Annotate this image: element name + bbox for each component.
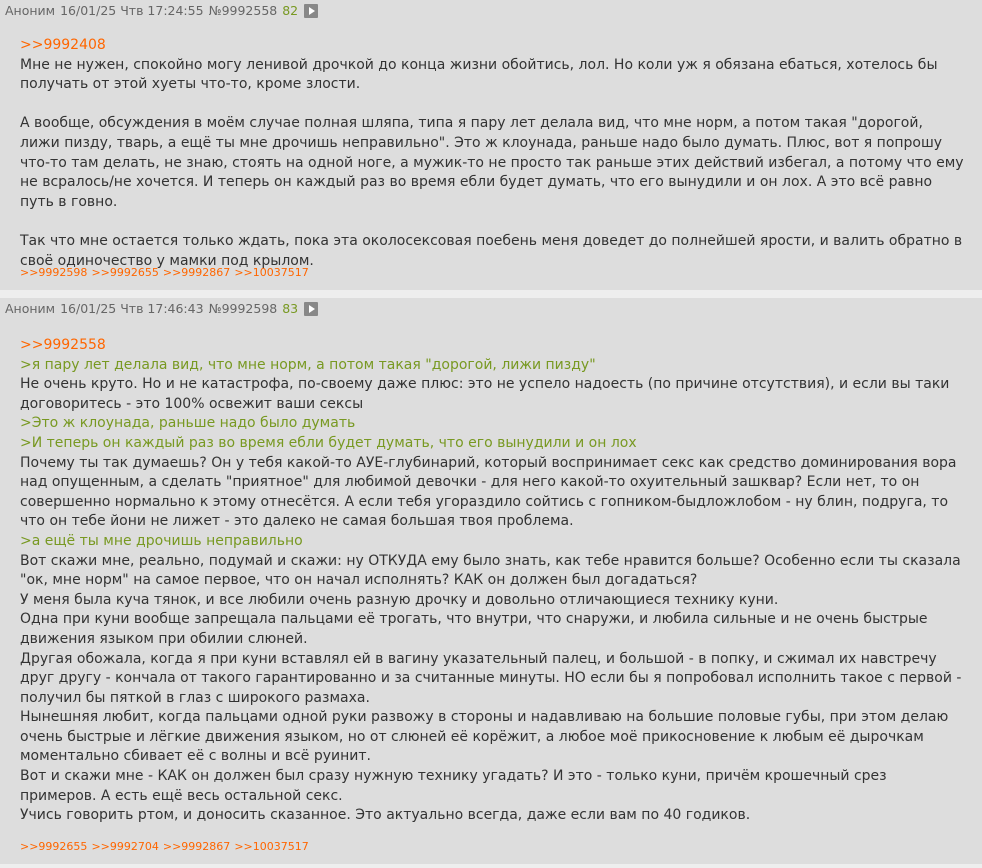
- post-author: Аноним: [5, 3, 56, 18]
- greentext-quote: >И теперь он каждый раз во время ебли будет думать, что его вынудили и он лох: [20, 434, 637, 451]
- post-menu-icon[interactable]: [304, 302, 318, 316]
- post-9992558: [0, 0, 982, 290]
- post-details: [5, 301, 323, 316]
- post-count: 83: [282, 301, 299, 316]
- message-line: Вот скажи мне, реально, подумай и скажи: ну ОТКУДА ему было знать, как тебе нравится больше? Особенно если ты сказала "ок, мне норм" на самое первое, что он начал исполнять? КАК он должен был догадаться?: [20, 552, 961, 589]
- message-paragraph: А вообще, обсуждения в моём случае полная шляпа, типа я пару лет делала вид, что мне норм, а потом такая "дорогой, лижи пизду, тварь, а ещё ты мне дрочишь неправильно". Это ж клоунада, раньше надо было думать. Плюс, вот я попрошу что-то там делать, не знаю, стоять на одной ноге, а мужик-то не просто так раньше этих действий избегал, а потому что ему не всралось/не хочется. И теперь он каждый раз во время ебли будет думать, что его вынудили и он лох. А это всё равно путь в говно.: [20, 115, 964, 210]
- message-line: Учись говорить ртом, и доносить сказанное. Это актуально всегда, даже если вам по 40 годиков.: [20, 807, 751, 824]
- reply-ref-link[interactable]: >>10037517: [234, 840, 309, 853]
- post-message: [20, 336, 965, 826]
- reply-ref-link[interactable]: >>9992704: [91, 840, 159, 853]
- reply-ref-link[interactable]: >>9992655: [20, 840, 88, 853]
- reply-ref-link[interactable]: >>9992867: [162, 266, 231, 279]
- reply-ref-link[interactable]: >>9992655: [91, 266, 159, 279]
- reply-link[interactable]: >>9992408: [20, 37, 106, 53]
- message-line: Вот и скажи мне - КАК он должен был сразу нужную технику угадать? И это - только куни, причём крошечный срез примеров. А есть ещё весь остальной секс.: [20, 768, 887, 804]
- post-number[interactable]: №9992558: [208, 3, 278, 18]
- post-message: [20, 36, 965, 271]
- message-line: Почему ты так думаешь? Он у тебя какой-то АУЕ-глубинарий, который воспринимает секс как средство доминирования вора над опущенным, а сделать "приятное" для любимой девочки - для него какой-то охуительный зашквар? Если нет, то он совершенно нормально к этому отнесётся. А если тебя угораздило сойтись с гопником-быдложлобом - ну блин, подруга, то что он тебе йони не лижет - это далеко не самая большая твоя проблема.: [20, 454, 957, 530]
- post-details: [5, 3, 323, 18]
- post-count: 82: [282, 3, 299, 18]
- reply-ref-link[interactable]: >>10037517: [234, 266, 309, 279]
- greentext-quote: >я пару лет делала вид, что мне норм, а потом такая "дорогой, лижи пизду": [20, 356, 596, 373]
- post-author: Аноним: [5, 301, 56, 316]
- post-replies: [20, 266, 313, 279]
- post-9992598: [0, 298, 982, 864]
- greentext-quote: >а ещё ты мне дрочишь неправильно: [20, 532, 303, 549]
- post-number[interactable]: №9992598: [208, 301, 278, 316]
- post-replies: [20, 840, 313, 853]
- message-line: У меня была куча тянок, и все любили очень разную дрочку и довольно отличающиеся технику куни.: [20, 591, 779, 608]
- reply-link[interactable]: >>9992558: [20, 337, 106, 353]
- post-date: 16/01/25 Чтв 17:24:55: [60, 3, 204, 18]
- greentext-quote: >Это ж клоунада, раньше надо было думать: [20, 415, 356, 432]
- post-menu-icon[interactable]: [304, 4, 318, 18]
- message-line: Нынешняя любит, когда пальцами одной руки развожу в стороны и надавливаю на большие половые губы, при этом делаю очень быстрые и лёгкие движения языком, но от слюней её корёжит, а любое моё прикосновение к любым её дырочкам моментально сбивает её с волны и всё руинит.: [20, 709, 949, 765]
- reply-ref-link[interactable]: >>9992598: [20, 266, 88, 279]
- message-line: Не очень круто. Но и не катастрофа, по-своему даже плюс: это не успело надоесть (по причине отсутствия), и если вы таки договоритесь - это 100% освежит ваши сексы: [20, 376, 950, 412]
- reply-ref-link[interactable]: >>9992867: [162, 840, 231, 853]
- message-paragraph: Так что мне остается только ждать, пока эта околосексовая поебень меня доведет до полнейшей ярости, и валить обратно в своё одиночество у мамки под крылом.: [20, 232, 963, 269]
- message-line: Другая обожала, когда я при куни вставлял ей в вагину указательный палец, и большой - в попку, и сжимал их навстречу друг другу - кончала от такого гарантированно и за считанные минуты. НО если бы я попробовал исполнить такое с первой - получил бы пяткой в глаз с широкого размаха.: [20, 650, 962, 706]
- message-paragraph: Мне не нужен, спокойно могу ленивой дрочкой до конца жизни обойтись, лол. Но коли уж я обязана ебаться, хотелось бы получать от этой хуеты что-то, кроме злости.: [20, 56, 938, 93]
- message-line: Одна при куни вообще запрещала пальцами её трогать, что внутри, что снаружи, и любила сильные и не очень быстрые движения языком при обилии слюней.: [20, 611, 928, 647]
- post-date: 16/01/25 Чтв 17:46:43: [60, 301, 204, 316]
